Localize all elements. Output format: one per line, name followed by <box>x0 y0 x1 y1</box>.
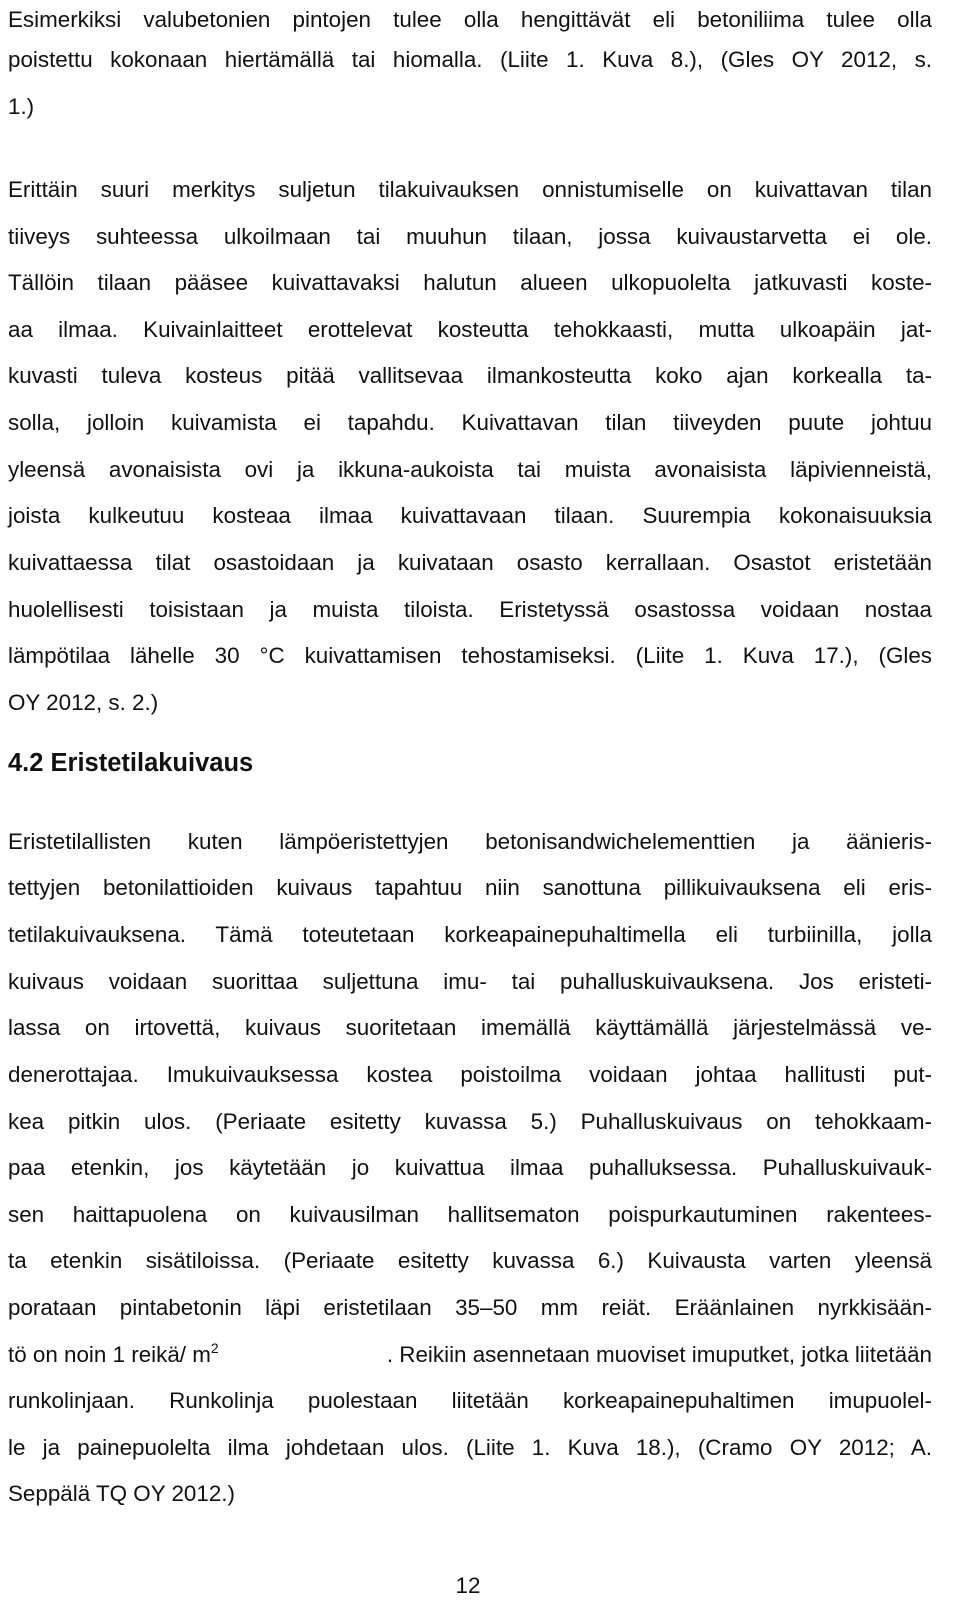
text-line: poistettu kokonaan hiertämällä tai hiomalla. (Liite 1. Kuva 8.), (Gles OY 2012, s. <box>8 47 932 72</box>
text-line: sen haittapuolena on kuivausilman hallitsematon poispurkautuminen rakentees- <box>8 1202 932 1227</box>
text-line: denerottajaa. Imukuivauksessa kostea poistoilma voidaan johtaa hallitusti put- <box>8 1062 932 1087</box>
text-line: tiiveys suhteessa ulkoilmaan tai muuhun tilaan, jossa kuivaustarvetta ei ole. <box>8 224 932 249</box>
text-line: Seppälä TQ OY 2012.) <box>8 1481 235 1506</box>
text-line: Erittäin suuri merkitys suljetun tilakuivauksen onnistumiselle on kuivattavan tilan <box>8 177 932 202</box>
text-line: OY 2012, s. 2.) <box>8 690 159 715</box>
text-line: kea pitkin ulos. (Periaate esitetty kuvassa 5.) Puhalluskuivaus on tehokkaam- <box>8 1109 932 1134</box>
text-line: paa etenkin, jos käytetään jo kuivattua ilmaa puhalluksessa. Puhalluskuivauk- <box>8 1155 932 1180</box>
text-line: kuivaus voidaan suorittaa suljettuna imu- tai puhalluskuivauksena. Jos eristeti- <box>8 969 932 994</box>
text-line: kuvasti tuleva kosteus pitää vallitsevaa ilmankosteutta koko ajan korkealla ta- <box>8 363 932 388</box>
page-number: 12 <box>455 1573 481 1598</box>
text-line: aa ilmaa. Kuivainlaitteet erottelevat kosteutta tehokkaasti, mutta ulkoapäin jat- <box>8 317 932 342</box>
text-line: solla, jolloin kuivamista ei tapahdu. Kuivattavan tilan tiiveyden puute johtuu <box>8 410 932 435</box>
text-line-with-superscript <box>8 1340 932 1370</box>
text-fragment: . Reikiin asennetaan muoviset imuputket, jotka liitetään <box>386 1342 932 1367</box>
text-line: ta etenkin sisätiloissa. (Periaate esitetty kuvassa 6.) Kuivausta varten yleensä <box>8 1248 932 1273</box>
text-line: le ja painepuolelta ilma johdetaan ulos. (Liite 1. Kuva 18.), (Cramo OY 2012; A. <box>8 1435 932 1460</box>
text-line: tettyjen betonilattioiden kuivaus tapahtuu niin sanottuna pillikuivauksena eli eris- <box>8 875 932 900</box>
text-line: tetilakuivauksena. Tämä toteutetaan korkeapainepuhaltimella eli turbiinilla, jolla <box>8 922 932 947</box>
text-line: joista kulkeutuu kosteaa ilmaa kuivattavaan tilaan. Suurempia kokonaisuuksia <box>8 503 932 528</box>
text-line: lämpötilaa lähelle 30 °C kuivattamisen tehostamiseksi. (Liite 1. Kuva 17.), (Gles <box>8 643 932 668</box>
text-line: yleensä avonaisista ovi ja ikkuna-aukoista tai muista avonaisista läpivienneistä, <box>8 457 932 482</box>
section-heading: 4.2 Eristetilakuivaus <box>8 749 254 777</box>
superscript: 2 <box>210 1340 219 1356</box>
text-fragment: tö on noin 1 reikä/ $m^2$ <box>8 1340 219 1367</box>
text-line: porataan pintabetonin läpi eristetilaan 35–50 mm reiät. Eräänlainen nyrkkisään- <box>8 1295 932 1320</box>
text-line: Esimerkiksi valubetonien pintojen tulee olla hengittävät eli betoniliima tulee olla <box>8 7 932 32</box>
text-line: lassa on irtovettä, kuivaus suoritetaan imemällä käyttämällä järjestelmässä ve- <box>8 1015 932 1040</box>
text-line: huolellisesti toisistaan ja muista tiloista. Eristetyssä osastossa voidaan nostaa <box>8 597 932 622</box>
text-line: Eristetilallisten kuten lämpöeristettyjen betonisandwichelementtien ja äänieris- <box>8 829 932 854</box>
text-line: kuivattaessa tilat osastoidaan ja kuivataan osasto kerrallaan. Osastot eristetään <box>8 550 932 575</box>
text-line: runkolinjaan. Runkolinja puolestaan liitetään korkeapainepuhaltimen imupuolel- <box>8 1388 932 1413</box>
text-line: 1.) <box>8 94 35 119</box>
text-line: Tällöin tilaan pääsee kuivattavaksi halutun alueen ulkopuolelta jatkuvasti koste- <box>8 270 932 295</box>
